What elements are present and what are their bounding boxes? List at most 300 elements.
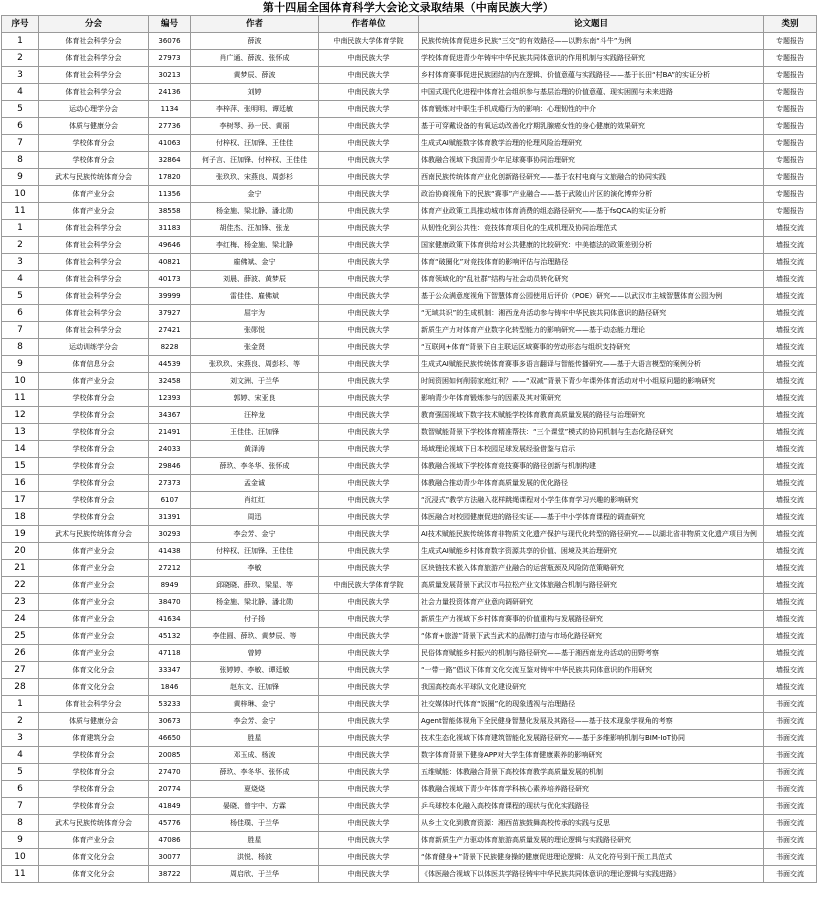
cell-category: 墙报交流 <box>764 390 817 407</box>
cell-title: 体教融合视域下我国青少年足球赛事协同治理研究 <box>419 152 764 169</box>
cell-number: 27 <box>2 662 39 679</box>
cell-title: 技术生态化视域下体育建筑智能化发展路径研究——基于多维影响机制与BIM-IoT协同 <box>419 730 764 747</box>
cell-authors: 刘文洲、于兰华 <box>191 373 319 390</box>
cell-affiliation: 中南民族大学 <box>319 611 419 628</box>
cell-category: 墙报交流 <box>764 628 817 645</box>
cell-category: 书面交流 <box>764 849 817 866</box>
table-row <box>2 254 817 271</box>
cell-category: 墙报交流 <box>764 288 817 305</box>
table-row <box>2 186 817 203</box>
cell-affiliation: 中南民族大学 <box>319 849 419 866</box>
cell-affiliation: 中南民族大学 <box>319 220 419 237</box>
cell-number: 17 <box>2 492 39 509</box>
cell-title: 乒乓球校本化融入高校体育课程的现状与优化实践路径 <box>419 798 764 815</box>
cell-category: 墙报交流 <box>764 577 817 594</box>
cell-number: 6 <box>2 305 39 322</box>
cell-category: 墙报交流 <box>764 441 817 458</box>
cell-title: 《体医融合视域下以体医共学路径铸牢中华民族共同体意识的理论逻辑与实践进路》 <box>419 866 764 883</box>
table-row <box>2 67 817 84</box>
cell-division: 体育文化分会 <box>39 849 149 866</box>
cell-affiliation: 中南民族大学 <box>319 186 419 203</box>
cell-division: 体育社会科学分会 <box>39 271 149 288</box>
table-row <box>2 441 817 458</box>
cell-category: 墙报交流 <box>764 220 817 237</box>
cell-number: 1 <box>2 33 39 50</box>
cell-title: 基于可穿戴设备的有氧运动改善化疗期乳腺癌女性的身心健康的效果研究 <box>419 118 764 135</box>
cell-number: 9 <box>2 356 39 373</box>
cell-title: 区块链技术嵌入体育旅游产业融合的运营瓶颈及风险防范策略研究 <box>419 560 764 577</box>
cell-number: 13 <box>2 424 39 441</box>
table-row <box>2 849 817 866</box>
cell-division: 体育信息分会 <box>39 356 149 373</box>
cell-id: 39999 <box>149 288 191 305</box>
cell-id: 27736 <box>149 118 191 135</box>
cell-title: 民族传统体育促进乡民族“三交”的有效路径——以黔东南“斗牛”为例 <box>419 33 764 50</box>
cell-id: 41849 <box>149 798 191 815</box>
table-row <box>2 866 817 883</box>
cell-title: 学校体育促进青少年铸牢中华民族共同体意识的作用机制与实践路径研究 <box>419 50 764 67</box>
cell-affiliation: 中南民族大学体育学院 <box>319 577 419 594</box>
cell-division: 学校体育分会 <box>39 135 149 152</box>
cell-title: 政治协商视角下的民族“赛事”产业融合——基于武陵山片区的演化博弈分析 <box>419 186 764 203</box>
cell-title: 体育“破圈化”对竞技体育的影响评估与治理路径 <box>419 254 764 271</box>
cell-title: 新质生产力视域下乡村体育赛事的价值重构与发展路径研究 <box>419 611 764 628</box>
cell-id: 40821 <box>149 254 191 271</box>
cell-title: 高质量发展背景下武汉市马拉松产业文体旅融合机制与路径研究 <box>419 577 764 594</box>
table-row <box>2 509 817 526</box>
cell-affiliation: 中南民族大学 <box>319 118 419 135</box>
cell-category: 书面交流 <box>764 730 817 747</box>
cell-authors: 黄梓琳、金宁 <box>191 696 319 713</box>
cell-title: 体教融合推动青少年体育高质量发展的优化路径 <box>419 475 764 492</box>
cell-authors: 付子扬 <box>191 611 319 628</box>
cell-number: 1 <box>2 696 39 713</box>
cell-authors: 周迅 <box>191 509 319 526</box>
cell-affiliation: 中南民族大学 <box>319 67 419 84</box>
cell-category: 墙报交流 <box>764 594 817 611</box>
table-row <box>2 339 817 356</box>
cell-category: 墙报交流 <box>764 475 817 492</box>
cell-authors: 李敏 <box>191 560 319 577</box>
cell-division: 体育产业分会 <box>39 186 149 203</box>
cell-authors: 薛波 <box>191 33 319 50</box>
cell-affiliation: 中南民族大学 <box>319 288 419 305</box>
table-row <box>2 322 817 339</box>
cell-category: 书面交流 <box>764 866 817 883</box>
cell-authors: 肖红红 <box>191 492 319 509</box>
cell-division: 体育社会科学分会 <box>39 305 149 322</box>
table-row <box>2 407 817 424</box>
cell-id: 41438 <box>149 543 191 560</box>
cell-category: 专题报告 <box>764 33 817 50</box>
cell-id: 38470 <box>149 594 191 611</box>
cell-authors: 周启欣、于兰华 <box>191 866 319 883</box>
cell-title: “无域共识”的生成机制：湘西龙舟活动参与铸牢中华民族共同体意识的路径研究 <box>419 305 764 322</box>
cell-division: 体育社会科学分会 <box>39 237 149 254</box>
cell-affiliation: 中南民族大学 <box>319 84 419 101</box>
cell-authors: 胜星 <box>191 832 319 849</box>
table-row <box>2 288 817 305</box>
cell-category: 墙报交流 <box>764 356 817 373</box>
cell-affiliation: 中南民族大学 <box>319 254 419 271</box>
cell-title: 五维赋能：体教融合背景下高校体育教学高质量发展的机制 <box>419 764 764 781</box>
cell-affiliation: 中南民族大学 <box>319 560 419 577</box>
cell-title: “体育+旅游”背景下武当武术的品牌打造与市场化路径研究 <box>419 628 764 645</box>
cell-authors: 杨金施、梁北静、潘北勋 <box>191 203 319 220</box>
cell-division: 体质与健康分会 <box>39 713 149 730</box>
cell-title: 教育强国视域下数字技术赋能学校体育教育高质量发展的路径与治理研究 <box>419 407 764 424</box>
cell-category: 书面交流 <box>764 764 817 781</box>
cell-division: 体育社会科学分会 <box>39 254 149 271</box>
cell-number: 4 <box>2 747 39 764</box>
table-row <box>2 237 817 254</box>
cell-category: 墙报交流 <box>764 679 817 696</box>
cell-division: 体育文化分会 <box>39 679 149 696</box>
cell-division: 学校体育分会 <box>39 781 149 798</box>
cell-division: 体育产业分会 <box>39 543 149 560</box>
cell-id: 30077 <box>149 849 191 866</box>
cell-category: 墙报交流 <box>764 611 817 628</box>
cell-number: 10 <box>2 373 39 390</box>
cell-authors: 张玖玖、宋燕良、周彭杉 <box>191 169 319 186</box>
table-row <box>2 203 817 220</box>
cell-title: 影响青少年体育锻炼参与的因素及其对策研究 <box>419 390 764 407</box>
table-row <box>2 373 817 390</box>
cell-authors: 胜星 <box>191 730 319 747</box>
cell-number: 6 <box>2 118 39 135</box>
cell-category: 墙报交流 <box>764 407 817 424</box>
cell-division: 体育产业分会 <box>39 611 149 628</box>
cell-affiliation: 中南民族大学 <box>319 339 419 356</box>
cell-id: 38722 <box>149 866 191 883</box>
cell-authors: 孟金诚 <box>191 475 319 492</box>
cell-affiliation: 中南民族大学 <box>319 713 419 730</box>
cell-affiliation: 中南民族大学 <box>319 407 419 424</box>
cell-authors: 邓玉成、杨波 <box>191 747 319 764</box>
cell-id: 37927 <box>149 305 191 322</box>
cell-affiliation: 中南民族大学 <box>319 441 419 458</box>
cell-affiliation: 中南民族大学 <box>319 458 419 475</box>
cell-authors: 薛玖、李冬华、张怀成 <box>191 458 319 475</box>
page-title: 第十四届全国体育科学大会论文录取结果（中南民族大学） <box>262 1 555 14</box>
cell-authors: 付梓权、汪加锋、王佳佳 <box>191 543 319 560</box>
cell-category: 专题报告 <box>764 186 817 203</box>
cell-division: 体育社会科学分会 <box>39 50 149 67</box>
table-row <box>2 543 817 560</box>
cell-number: 9 <box>2 169 39 186</box>
table-row <box>2 458 817 475</box>
cell-id: 27373 <box>149 475 191 492</box>
table-row <box>2 560 817 577</box>
cell-number: 2 <box>2 713 39 730</box>
cell-category: 墙报交流 <box>764 492 817 509</box>
cell-id: 46650 <box>149 730 191 747</box>
cell-affiliation: 中南民族大学 <box>319 152 419 169</box>
cell-number: 5 <box>2 288 39 305</box>
cell-authors: 李树琴、孙一民、黄丽 <box>191 118 319 135</box>
cell-title: 体育领域化的“乱社群”结构与社会动员转化研究 <box>419 271 764 288</box>
cell-authors: 王佳佳、汪加锋 <box>191 424 319 441</box>
cell-division: 体育社会科学分会 <box>39 288 149 305</box>
table-row <box>2 390 817 407</box>
header-cell-authors: 作者 <box>191 16 319 33</box>
table-row <box>2 764 817 781</box>
cell-id: 30213 <box>149 67 191 84</box>
cell-number: 8 <box>2 815 39 832</box>
cell-affiliation: 中南民族大学 <box>319 135 419 152</box>
header-cell-affiliation: 作者单位 <box>319 16 419 33</box>
cell-category: 墙报交流 <box>764 254 817 271</box>
cell-id: 11356 <box>149 186 191 203</box>
cell-category: 墙报交流 <box>764 424 817 441</box>
cell-authors: 邱晓晓、薛玖、梁星、等 <box>191 577 319 594</box>
cell-id: 45132 <box>149 628 191 645</box>
cell-affiliation: 中南民族大学 <box>319 832 419 849</box>
cell-division: 学校体育分会 <box>39 492 149 509</box>
cell-category: 专题报告 <box>764 101 817 118</box>
cell-affiliation: 中南民族大学 <box>319 526 419 543</box>
table-row <box>2 84 817 101</box>
cell-category: 书面交流 <box>764 815 817 832</box>
table-row <box>2 424 817 441</box>
table-row <box>2 135 817 152</box>
cell-division: 体育产业分会 <box>39 645 149 662</box>
cell-title: 场域理论视域下日本校园足球发展经验借鉴与启示 <box>419 441 764 458</box>
table-row <box>2 747 817 764</box>
cell-number: 5 <box>2 101 39 118</box>
cell-affiliation: 中南民族大学 <box>319 645 419 662</box>
cell-id: 27470 <box>149 764 191 781</box>
cell-authors: 李会芳、金宁 <box>191 713 319 730</box>
cell-id: 8228 <box>149 339 191 356</box>
cell-division: 学校体育分会 <box>39 764 149 781</box>
cell-division: 体育文化分会 <box>39 866 149 883</box>
table-row <box>2 50 817 67</box>
cell-id: 24136 <box>149 84 191 101</box>
table-row <box>2 645 817 662</box>
cell-title: AI技术赋能民族传统体育非物质文化遗产保护与现代化转型的路径研究——以湖北省非物质文化遗产项目为例 <box>419 526 764 543</box>
cell-number: 7 <box>2 135 39 152</box>
cell-division: 体育社会科学分会 <box>39 67 149 84</box>
cell-title: 数智赋能背景下学校体育精准帮扶：“三个课堂”模式的协同机制与生态化路径研究 <box>419 424 764 441</box>
cell-number: 8 <box>2 152 39 169</box>
table-row <box>2 577 817 594</box>
cell-affiliation: 中南民族大学 <box>319 237 419 254</box>
cell-category: 墙报交流 <box>764 560 817 577</box>
cell-title: 体育产业政策工具推动城市体育消费的组态路径研究——基于fsQCA的实证分析 <box>419 203 764 220</box>
cell-affiliation: 中南民族大学 <box>319 798 419 815</box>
table-row <box>2 730 817 747</box>
cell-number: 2 <box>2 50 39 67</box>
cell-id: 17820 <box>149 169 191 186</box>
cell-number: 11 <box>2 390 39 407</box>
cell-authors: 杨金施、梁北静、潘北勋 <box>191 594 319 611</box>
cell-id: 31183 <box>149 220 191 237</box>
cell-category: 书面交流 <box>764 832 817 849</box>
cell-division: 学校体育分会 <box>39 407 149 424</box>
cell-id: 38558 <box>149 203 191 220</box>
cell-division: 体育社会科学分会 <box>39 84 149 101</box>
cell-title: 体育新质生产力驱动体育旅游高质量发展的理论逻辑与实践路径研究 <box>419 832 764 849</box>
cell-title: 体医融合对校园健康促进的路径实证——基于中小学体育课程的调查研究 <box>419 509 764 526</box>
cell-affiliation: 中南民族大学 <box>319 781 419 798</box>
table-row <box>2 492 817 509</box>
cell-category: 专题报告 <box>764 67 817 84</box>
cell-number: 8 <box>2 339 39 356</box>
cell-id: 36076 <box>149 33 191 50</box>
cell-number: 23 <box>2 594 39 611</box>
cell-category: 书面交流 <box>764 713 817 730</box>
cell-authors: 洪悦、杨波 <box>191 849 319 866</box>
cell-division: 体育社会科学分会 <box>39 33 149 50</box>
cell-number: 6 <box>2 781 39 798</box>
cell-category: 书面交流 <box>764 798 817 815</box>
cell-id: 53233 <box>149 696 191 713</box>
cell-affiliation: 中南民族大学 <box>319 764 419 781</box>
cell-division: 学校体育分会 <box>39 747 149 764</box>
cell-affiliation: 中南民族大学 <box>319 662 419 679</box>
cell-title: 社会力量投资体育产业意向调研研究 <box>419 594 764 611</box>
results-table <box>1 15 817 883</box>
cell-authors: 胡佳杰、汪加锋、张龙 <box>191 220 319 237</box>
cell-division: 运动训练学分会 <box>39 339 149 356</box>
cell-category: 书面交流 <box>764 696 817 713</box>
table-row <box>2 271 817 288</box>
cell-number: 1 <box>2 220 39 237</box>
cell-number: 18 <box>2 509 39 526</box>
cell-number: 12 <box>2 407 39 424</box>
cell-authors: 张玖玖、宋燕良、周彭杉、等 <box>191 356 319 373</box>
cell-title: 生成式AI赋能乡村体育数字资源共享的价值、困境及其治理研究 <box>419 543 764 560</box>
header-cell-division: 分会 <box>39 16 149 33</box>
cell-id: 30293 <box>149 526 191 543</box>
cell-division: 体育产业分会 <box>39 594 149 611</box>
cell-division: 学校体育分会 <box>39 798 149 815</box>
table-row <box>2 152 817 169</box>
cell-affiliation: 中南民族大学 <box>319 475 419 492</box>
cell-number: 19 <box>2 526 39 543</box>
cell-title: 体育锻炼对中职生手机成瘾行为的影响：心理韧性的中介 <box>419 101 764 118</box>
cell-affiliation: 中南民族大学 <box>319 594 419 611</box>
cell-authors: 黄泽涛 <box>191 441 319 458</box>
cell-title: “互联网+体育”背景下自主联运区域赛事的劳动形态与组织支持研究 <box>419 339 764 356</box>
cell-authors: 李红梅、杨金施、梁北静 <box>191 237 319 254</box>
cell-authors: 李佳圆、薛玖、黄梦辰、等 <box>191 628 319 645</box>
cell-division: 学校体育分会 <box>39 424 149 441</box>
cell-affiliation: 中南民族大学 <box>319 747 419 764</box>
cell-division: 学校体育分会 <box>39 509 149 526</box>
cell-affiliation: 中南民族大学 <box>319 169 419 186</box>
cell-affiliation: 中南民族大学 <box>319 492 419 509</box>
cell-affiliation: 中南民族大学 <box>319 509 419 526</box>
cell-category: 墙报交流 <box>764 322 817 339</box>
cell-title: 生成式AI赋能民族传统体育赛事多语言翻译与智能传播研究——基于大语言模型的案例分析 <box>419 356 764 373</box>
cell-number: 16 <box>2 475 39 492</box>
cell-category: 墙报交流 <box>764 662 817 679</box>
cell-authors: 刘婷 <box>191 84 319 101</box>
header-row <box>2 16 817 33</box>
cell-id: 32864 <box>149 152 191 169</box>
cell-division: 学校体育分会 <box>39 441 149 458</box>
table-row <box>2 679 817 696</box>
cell-id: 24033 <box>149 441 191 458</box>
table-row <box>2 781 817 798</box>
cell-category: 墙报交流 <box>764 339 817 356</box>
cell-affiliation: 中南民族大学 <box>319 356 419 373</box>
cell-number: 14 <box>2 441 39 458</box>
table-row <box>2 526 817 543</box>
cell-authors: 肖广通、薛波、张怀成 <box>191 50 319 67</box>
cell-category: 书面交流 <box>764 747 817 764</box>
cell-division: 体育社会科学分会 <box>39 220 149 237</box>
cell-affiliation: 中南民族大学 <box>319 679 419 696</box>
cell-title: 社交媒体时代体育“饭圈”化的现象透视与治理路径 <box>419 696 764 713</box>
table-row <box>2 832 817 849</box>
cell-authors: 刘晨、薛波、黄梦辰 <box>191 271 319 288</box>
table-row <box>2 220 817 237</box>
header-cell-title: 论文题目 <box>419 16 764 33</box>
cell-affiliation: 中南民族大学 <box>319 815 419 832</box>
cell-number: 20 <box>2 543 39 560</box>
cell-number: 3 <box>2 730 39 747</box>
cell-number: 3 <box>2 254 39 271</box>
cell-id: 33347 <box>149 662 191 679</box>
table-row <box>2 713 817 730</box>
cell-id: 30673 <box>149 713 191 730</box>
cell-id: 49646 <box>149 237 191 254</box>
cell-number: 25 <box>2 628 39 645</box>
cell-number: 11 <box>2 203 39 220</box>
cell-number: 28 <box>2 679 39 696</box>
cell-category: 专题报告 <box>764 135 817 152</box>
cell-affiliation: 中南民族大学 <box>319 543 419 560</box>
cell-title: 体教融合视域下学校体育竞技赛事的路径创新与机制构建 <box>419 458 764 475</box>
cell-affiliation: 中南民族大学 <box>319 305 419 322</box>
cell-division: 体育产业分会 <box>39 577 149 594</box>
cell-authors: 付梓权、汪加锋、王佳佳 <box>191 135 319 152</box>
cell-id: 27421 <box>149 322 191 339</box>
table-row <box>2 611 817 628</box>
cell-division: 体育建筑分会 <box>39 730 149 747</box>
cell-authors: 薛玖、李冬华、张怀成 <box>191 764 319 781</box>
cell-authors: 汪梓龙 <box>191 407 319 424</box>
cell-title: “沉浸式”教学方法融入花样跳绳课程对小学生体育学习兴趣的影响研究 <box>419 492 764 509</box>
cell-title: 我国高校高水平球队文化建设研究 <box>419 679 764 696</box>
cell-division: 学校体育分会 <box>39 390 149 407</box>
cell-affiliation: 中南民族大学 <box>319 424 419 441</box>
cell-id: 45776 <box>149 815 191 832</box>
cell-number: 22 <box>2 577 39 594</box>
cell-title: 从韧性化到公共性：竞技体育项目化的生成机理及协同治理范式 <box>419 220 764 237</box>
cell-title: “体育健身+”背景下民族健身操的健康促进理论逻辑：从文化符号到干预工具范式 <box>419 849 764 866</box>
cell-title: 西南民族传统体育产业化创新路径研究——基于农村电商与文旅融合的协同实践 <box>419 169 764 186</box>
cell-number: 21 <box>2 560 39 577</box>
cell-division: 体育产业分会 <box>39 628 149 645</box>
cell-id: 41063 <box>149 135 191 152</box>
cell-category: 墙报交流 <box>764 543 817 560</box>
cell-division: 体育社会科学分会 <box>39 322 149 339</box>
cell-id: 29846 <box>149 458 191 475</box>
cell-division: 体育文化分会 <box>39 662 149 679</box>
cell-authors: 张郧悦 <box>191 322 319 339</box>
cell-category: 墙报交流 <box>764 237 817 254</box>
cell-affiliation: 中南民族大学 <box>319 628 419 645</box>
table-row <box>2 594 817 611</box>
cell-division: 学校体育分会 <box>39 475 149 492</box>
cell-title: 国家健康政策下体育供给对公共健康的比较研究：中美德法的政策差别分析 <box>419 237 764 254</box>
cell-category: 墙报交流 <box>764 271 817 288</box>
cell-affiliation: 中南民族大学 <box>319 730 419 747</box>
